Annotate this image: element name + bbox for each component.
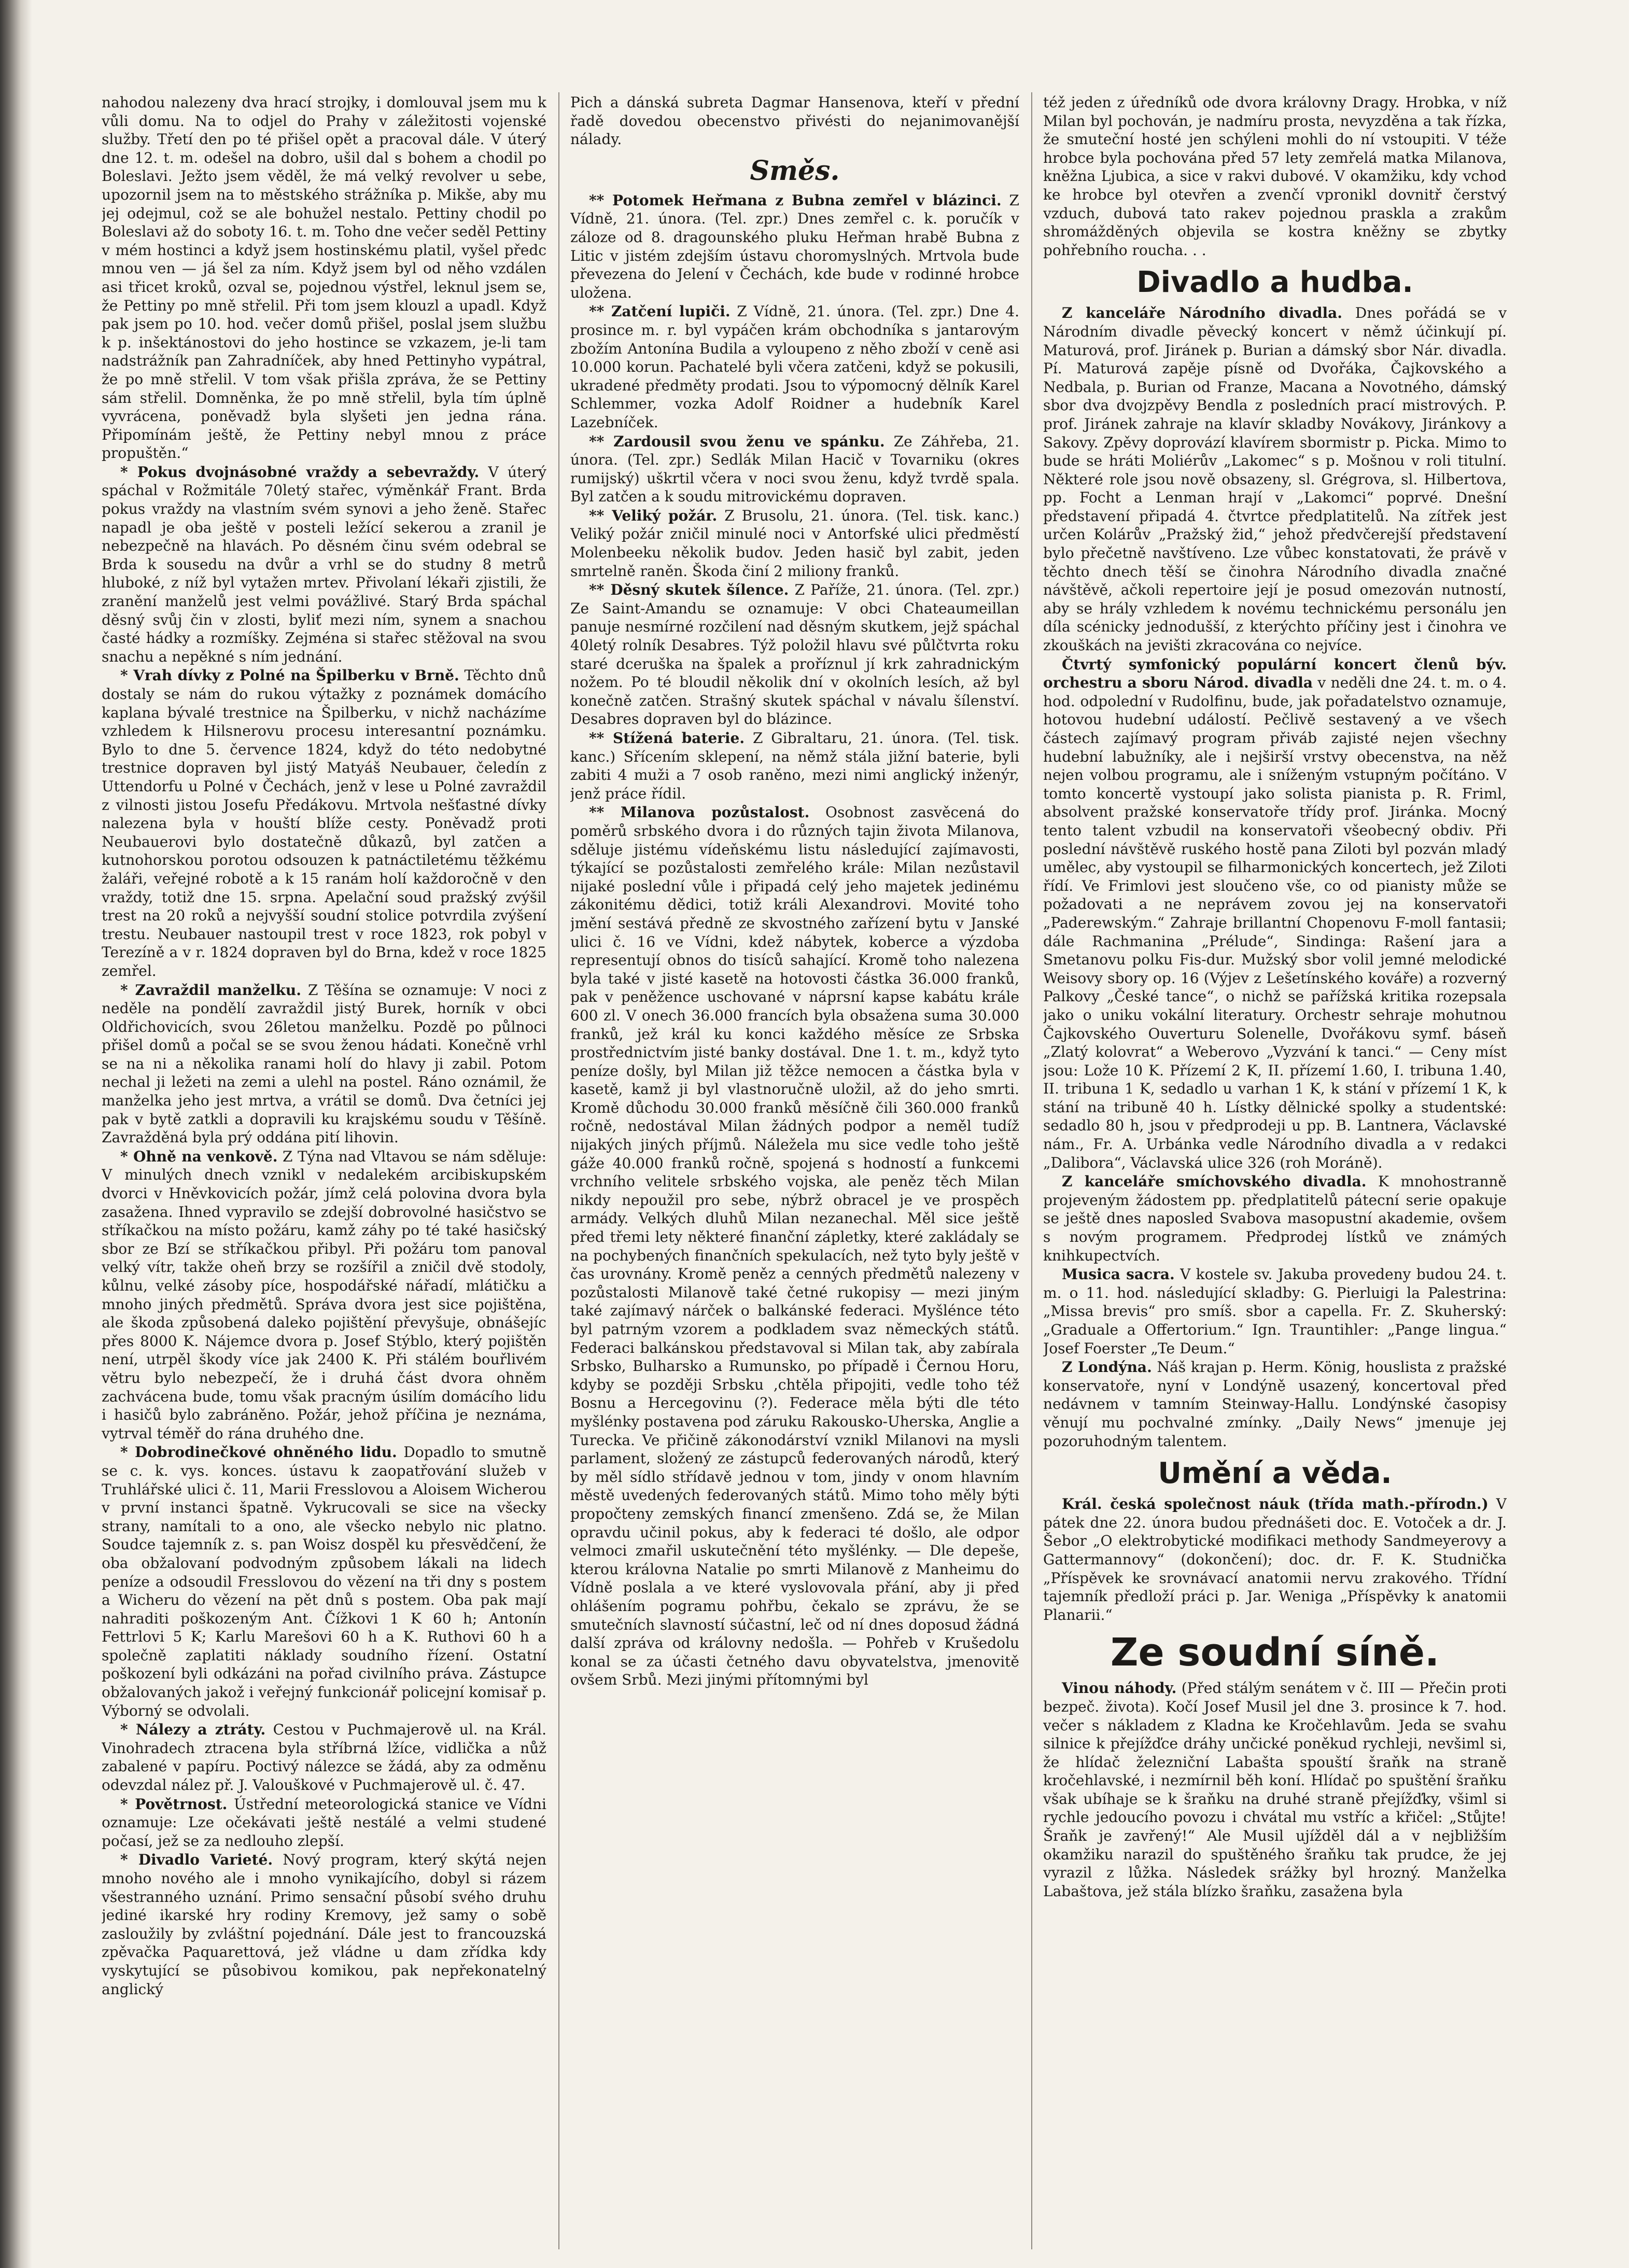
article-headline: Z kanceláře Národního divadla. bbox=[1062, 304, 1343, 322]
article-paragraph bbox=[570, 432, 1019, 506]
article-headline: * Nálezy a ztráty. bbox=[120, 1721, 266, 1739]
article-headline: * Divadlo Varieté. bbox=[120, 1851, 273, 1869]
article-paragraph bbox=[1043, 1172, 1507, 1265]
article-text: V úterý spáchal v Rožmitále 70letý stařec, výměnkář Frant. Brda pokus vraždy na vlastním svém synovi a jeho ženě. Stařec napadl je oba ještě v posteli ležící sekerou a zranil je nebezpečně na hlavách. Po děsném činu svém odebral se Brda k sousedu na dvůr a vrhl se do studny 8 metrů hluboké, z níž byl vytažen mrtev. Přivolaní lékaři zjistili, že zranění manželů jest velmi povážlivé. Starý Brda spáchal děsný svůj čin v zlosti, byliť mezi ním, synem a snachou časté hádky a rozmíšky. Zejména si stařec stěžoval na svou snachu a nepěkné s ním jednání. bbox=[102, 463, 546, 665]
article-headline: Čtvrtý symfonický populární koncert členů býv. orchestru a sboru Národ. divadla bbox=[1043, 655, 1507, 692]
article-text: Z Vídně, 21. února. (Tel. zpr.) Dnes zemřel c. k. poručík v záloze od 8. dragounského pluku Heřman hrabě Bubna z Litic v jistém zdejším ústavu choromyslných. Mrtvola bude převezena do Jelení v Čechách, kde bude v rodinné hrobce uložena. bbox=[570, 191, 1019, 301]
article-continuation bbox=[1043, 93, 1507, 259]
article-text: Z Vídně, 21. února. (Tel. zpr.) Dne 4. prosince m. r. byl vypáčen krám obchodníka s jantarovým zbožím Antonína Budila a vyloupeno z něho zboží v ceně asi 10.000 korun. Pachatelé byli včera zatčeni, když se pokusili, ukradené předměty prodati. Jsou to výpomocný dělník Karel Schlemmer, vozka Adolf Roidner a hudebník Karel Lazebníček. bbox=[570, 303, 1019, 431]
article-text: Z Paříže, 21. února. (Tel. zpr.) Ze Saint-Amandu se oznamuje: V obci Chateaumeillan panuje nesmírné rozčilení nad děsným skutkem, jejž spáchal 40letý rolník Desabres. Týž položil hlavu své půlčtvrta roku staré dceruška na špalek a proříznul jí krk zahradnickým nožem. Po té bloudil několik dní v okolních lesích, až byl konečně zatčen. Strašný skutek spáchal v návalu šílenství. Desabres dopraven byl do blázince. bbox=[570, 581, 1019, 728]
article-paragraph bbox=[1043, 1358, 1507, 1450]
article-headline: * Zavraždil manželku. bbox=[120, 981, 301, 999]
binding-edge bbox=[0, 0, 32, 2268]
article-text: Z Gibraltaru, 21. února. (Tel. tisk. kanc.) Sřícením sklepení, na němž stála jižní baterie, byli zabiti 4 muži a 7 osob raněno, mezi nimi anglický inženýr, jenž práce řídil. bbox=[570, 730, 1019, 802]
article-text: Osobnost zasvěcená do poměrů srbského dvora i do různých tajin života Milanova, sděluje jistému vídeňskému listu následující zajímavosti, týkající se pozůstalosti zemřelého krále: Milan nezůstavil nijaké poslední vůle i připadá celý jeho majetek jedinému zákonitému dědici, totiž králi Alexandrovi. Movité toho jmění sestává předně ze skvostného zařízení bytu v Janské ulici č. 16 ve Vídni, kdež nábytek, koberce a výzdoba representují obnos do tisíců sahající. Kromě toho nalezena byla také v jisté kasetě na hotovosti částka 36.000 franků, pak v peněžence uschované v náprsní kapse kabátu krále 600 zl. V onech 36.000 francích byla obsažena suma 30.000 franků, jež král ku konci každého měsíce ze Srbska prostřednictvím jisté banky dostával. Dne 1. t. m., když tyto peníze došly, byl Milan již těžce nemocen a částka byla v kasetě, kamž ji byl vlastnoručně uložil, až do jeho smrti. Kromě důchodu 30.000 franků měsíčně čili 360.000 franků ročně, nedostával Milan žádných podpor a neměl tudíž nijakých jiných příjmů. Náležela mu sice vedle toho ještě gáže 40.000 franků ročně, spojená s hodností a funkcemi vrchního velitele srbského vojska, ale peněz těch Milan nikdy nepoužil pro sebe, nýbrž obracel je ve prospěch armády. Velkých dluhů Milan nezanechal. Měl sice ještě před třemi lety některé finanční zápletky, které zakládaly se na pochybených finančních spekulacích, než tyto byly ještě v čas urovnány. Kromě peněz a cenných předmětů nalezeny v pozůstalosti Milanově také četné rukopisy — mezi jiným také zajímavý nárček o balkánské federaci. Myšlénce této byl patrným vzorem a podkladem svaz německých států. Federaci balkánskou představoval si Milan tak, aby zabírala Srbsko, Bulharsko a Rumunsko, po případě i Černou Horu, kdyby se později Srbsku ,chtěla připojiti, vedle toho též Bosnu a Hercegovinu (?). Federace měla býti dle této myšlénky postavena pod záruku Rakousko-Uherska, Anglie a Turecka. Ve přičině zákonodárství vznikl Milanovi na mysli parlament, složený ze zástupců federovaných národů, který by měl sídlo střídavě jednou v tom, jindy v onom hlavním městě uvedených federovaných států. Mimo toho měly býti propočteny zemských financí zmenšeno. Zdá se, že Milan opravdu učinil pokus, aby k federaci té došlo, ale odpor velmoci zmařil uskutečnění této myšlénky. — Dle depeše, kterou královna Natalie po smrti Milanově z Manheimu do Vídně poslala a ve které vyslovovala přání, aby ji před ohlášením pogramu pohřbu, čekalo se zprávu, že se smutečních slavností súčastní, leč od ní dnes doposud žádná další zpráva od královny nedošla. — Pohřeb v Krušedolu konal se za účasti četného davu obyvatelstva, jmenovitě ovšem Srbů. Mezi jinými přítomnými byl bbox=[570, 804, 1019, 1689]
article-text: Ze Záhřeba, 21. února. (Tel. zpr.) Sedlák Milan Hacič v Tovarniku (okres rumijský) uškrtil včera v noci svou ženu, když tvrdě spala. Byl zatčen a k soudu mitrovickému dopraven. bbox=[570, 432, 1019, 506]
article-text: K mnohostranně projeveným žádostem pp. předplatitelů pátecní serie opakuje se ještě dnes naposled Svabova masopustní akademie, ovšem s novým programem. Předprodej lístků ve známých knihkupectvích. bbox=[1043, 1173, 1507, 1264]
article-text: Pich a dánská subreta Dagmar Hansenova, kteří v přední řadě dovedou obecenstvo přivésti do nejanimovanější nálady. bbox=[570, 94, 1019, 148]
article-paragraph bbox=[570, 302, 1019, 431]
article-paragraph bbox=[1043, 1495, 1507, 1624]
article-paragraph bbox=[1043, 1265, 1507, 1357]
article-text: Dopadlo to smutně se c. k. vys. konces. ústavu k zaopatřování služeb v Truhlářské ulici č. 11, Marii Fresslovou a Aloisem Wicherou v první instanci špatně. Vykrucovali se sice na všecky strany, namítali to a ono, ale všecko nebylo nic platno. Soudce tajemník z. s. pan Woisz dospěl ku přesvědčení, že oba obžalovaní podvodným způsobem lákali na lidech peníze a odsoudil Fresslovou do vězení na tři dny s postem a Wicheru do vězení na pět dnů s postem. Oba pak mají nahraditi poškozeným Ant. Čížkovi 1 K 60 h; Antonín Fettrlovi 5 K; Karlu Marešovi 60 h a K. Ruthovi 60 h a společně zaplatiti náklady soudního řízení. Ostatní poškození byli odkázáni na pořad civilního práva. Zástupce obžalovaných jakož i veřejný funkcionář policejní komisař p. Výborný se odvolali. bbox=[102, 1444, 546, 1719]
article-paragraph bbox=[102, 1443, 546, 1720]
column-rule bbox=[1031, 92, 1032, 2249]
article-headline: * Ohně na venkově. bbox=[120, 1147, 278, 1165]
column-middle bbox=[570, 93, 1019, 2245]
article-headline: Vinou náhody. bbox=[1062, 1679, 1177, 1697]
article-continuation bbox=[570, 93, 1019, 149]
column-rule bbox=[558, 92, 559, 2249]
article-paragraph bbox=[1043, 655, 1507, 1172]
article-paragraph bbox=[102, 1720, 546, 1794]
article-headline: * Vrah dívky z Polné na Špilberku v Brně. bbox=[120, 667, 459, 684]
article-text: Nový program, který skýtá nejen mnoho nového ale i mnoho vynikajícího, dobyl si rázem všestranného uznání. Primo sensační působí svého druhu jediné ikarské hry rodiny Kremovy, jež samy o sobě zasloužily by zvláštní pojednání. Dále jest to francouzská zpěvačka Paquarettová, jež vládne u dam zřídka kdy vyskytující se působivou komikou, pak nepřekonatelný anglický bbox=[102, 1851, 546, 1998]
article-headline: ** Stížená baterie. bbox=[589, 730, 745, 747]
column-left bbox=[102, 93, 546, 2245]
article-paragraph bbox=[570, 191, 1019, 302]
article-paragraph bbox=[102, 1851, 546, 1998]
article-paragraph bbox=[102, 463, 546, 666]
article-text: Z Brusolu, 21. února. (Tel. tisk. kanc.) Veliký požár zničil minulé noci v Antorfské ulici předměstí Molenbeeku několik budov. Jeden hasič byl zabit, jeden smrtelně raněn. Škoda činí 2 miliony franků. bbox=[570, 507, 1019, 580]
article-headline: Král. česká společnost náuk (třída math.-přírodn.) bbox=[1062, 1495, 1488, 1513]
article-text: Náš krajan p. Herm. König, houslista z pražské konservatoře, nyní v Londýně usazený, koncertoval před nedávnem v tamním Steinway-Hallu. Londýnské časopisy věnují mu pochvalné zmínky. „Daily News“ jmenuje jej pozoruhodným talentem. bbox=[1043, 1359, 1507, 1450]
section-heading: Směs. bbox=[750, 155, 840, 187]
section-heading: Divadlo a hudba. bbox=[1136, 265, 1413, 300]
article-headline: ** Děsný skutek šílence. bbox=[589, 581, 789, 599]
article-continuation bbox=[102, 93, 546, 463]
article-headline: Musica sacra. bbox=[1062, 1266, 1175, 1283]
article-headline: * Pokus dvojnásobné vraždy a sebevraždy. bbox=[120, 463, 480, 481]
article-text: Z Týna nad Vltavou se nám sděluje: V minulých dnech vznikl v nedalekém arcibiskupském dvorci v Hněvkovicích požár, jímž celá polovina dvora byla zasažena. Ihned vypravilo se zdejší dobrovolné hasičstvo se stříkačkou na místo požáru, kamž záhy po té také hasičský sbor ze Bzí se stříkačkou přibyl. Při požáru tom panoval velký vítr, takže oheň brzy se rozšířil a zničil dvě stodoly, kůlnu, velké zásoby píce, hospodářské nářadí, mlátičku a mnoho jiných předmětů. Správa dvora jest sice pojištěna, ale škoda způsobená daleko pojištění převyšuje, obnášejíc přes 8000 K. Nájemce dvora p. Josef Stýblo, který pojištěn není, utrpěl škody více jak 2400 K. Při stálém bouřlivém větru bylo nebezpečí, že i druhá část dvora ohněm zachvácena bude, tomu však pracným úsilím domácího lidu i hasičů bylo zabráněno. Požár, jehož příčina je neznáma, vytrval téměř do rána druhého dne. bbox=[102, 1147, 546, 1442]
article-paragraph bbox=[102, 1147, 546, 1443]
article-headline: ** Milanova pozůstalost. bbox=[589, 804, 810, 821]
article-headline: ** Zatčení lupiči. bbox=[589, 303, 731, 320]
article-paragraph bbox=[1043, 304, 1507, 654]
article-headline: Z kanceláře smíchovského divadla. bbox=[1062, 1173, 1367, 1191]
article-text: nahodou nalezeny dva hrací strojky, i domlouval jsem mu k vůli domu. Na to odjel do Prahy v záležitosti vojenské služby. Třetí den po té přišel opět a pracoval dále. V úterý dne 12. t. m. odešel na dobro, ušil dal s bohem a chodil po Boleslavi. Ježto jsem věděl, že má velký revolver u sebe, upozornil jsem na to městského strážníka p. Mikše, aby mu jej odejmul, což se ale bohužel nestalo. Pettiny chodil po Boleslavi až do soboty 16. t. m. Toho dne večer seděl Pettiny v mém hostinci a když jsem hostinskému platil, vyšel předc mnou ven — já šel za ním. Když jsem byl od něho vzdálen asi třicet kroků, ozval se, pojednou výstřel, leknul jsem se, že Pettiny po mně střelil. Při tom jsem klouzl a upadl. Když pak jsem po 10. hod. večer domů přišel, poslal jsem službu k p. inšektánostovi do jeho hostince se vzkazem, je-li tam nadstrážník pan Zahradníček, aby hned Pettinyho vypátral, že po mně střelil. V tom však přišla zpráva, že se Pettiny sám střelil. Domněnka, že po mně střelil, byla tím úplně vyvrácena, poněvadž byla slyšeti jen jedna rána. Připomínám ještě, že Pettiny nebyl mnou z práce propuštěn.“ bbox=[102, 94, 546, 462]
article-paragraph bbox=[570, 581, 1019, 729]
article-text: též jeden z úředníků ode dvora královny Dragy. Hrobka, v níž Milan byl pochován, je nadmíru prosta, nevyzděna a tak řízka, že smuteční hosté jen schýleni mohli do ní vstoupiti. V téže hrobce byla pochována před 57 lety zemřelá matka Milanova, kněžna Ljubica, a sice v rakvi dubové. V okamžiku, kdy vchod ke hrobce byl otevřen a zvenčí vpronikl dovnitř čerstvý vzduch, dubová tato rakev pojednou praskla a zrakům shromážděných objevila se kostra kněžny se zbytky pohřebního roucha. . . bbox=[1043, 94, 1507, 259]
article-paragraph bbox=[102, 1795, 546, 1851]
article-headline: * Dobrodinečkové ohněného lidu. bbox=[120, 1444, 397, 1461]
article-text: V pátek dne 22. února budou přednášeti doc. E. Votoček a dr. J. Šebor „O elektrobytické modifikaci methody Sandmeyerovy a Gattermannovy“ (dokončení); doc. dr. F. K. Studnička „Příspěvek ke srovnávací anatomii nervu zrakového. Třídní tajemník předloží práci p. Jar. Weniga „Příspěvky k anatomii Planarii.“ bbox=[1043, 1495, 1507, 1623]
article-text: V kostele sv. Jakuba provedeny budou 24. t. m. o 11. hod. následující skladby: G. Pierluigi la Palestrina: „Missa brevis“ pro smíš. sbor a capella. Fr. Z. Skuherský: „Graduale a Offertorium.“ Ign. Trauntihler: „Pange lingua.“ Josef Foerster „Te Deum.“ bbox=[1043, 1266, 1507, 1357]
section-heading: Ze soudní síně. bbox=[1110, 1630, 1440, 1675]
article-text: Dnes pořádá se v Národním divadle pěvecký koncert v němž účinkují pí. Maturová, prof. Jiránek p. Burian a dámský sbor Nár. divadla. Pí. Maturová zapěje písně od Dvořáka, Čajkovského a Nedbala, p. Burian od Franze, Macana a Novotného, dámský sbor dva dvojzpěvy Bendla z posledních prací mistrových. P. prof. Jiránek zahraje na klavír skladby Novákovy, Jiránkovy a Sakovy. Zpěvy doprovází klavírem sbormistr p. Picka. Mimo to bude se hráti Moliérův „Lakomec“ s p. Mošnou v roli titulní. Některé role jsou nově obsazeny, sl. Grégrova, sl. Hilbertova, pp. Focht a Lenman hrají v „Lakomci“ poprvé. Dnešní představení připadá 4. čtvrtce předplatitelů. Na zítřek jest určen Kolárův „Pražský žid,“ jehož předvčerejší představení bylo přečetně navštíveno. Lze vůbec konstatovati, že právě v těchto dnech těší se činohra Národního divadla značné návštěvě, ačkoli repertoire její je posud omezován nutností, aby se hrály vzhledem k novému technickému personálu jen díla scénicky jednodušší, z kterýchto příčiny jest i činohra ve zkouškách na jevišti zkracována co nejvíce. bbox=[1043, 304, 1507, 654]
article-headline: * Povětrnost. bbox=[120, 1795, 228, 1813]
article-text: Z Těšína se oznamuje: V noci z neděle na pondělí zavraždil jistý Burek, horník v obci Oldřichovicích, svou 26letou manželku. Pozdě po půlnoci přišel domů a počal se se svou ženou hádati. Konečně vrhl se na ni a několika ranami holí do hlavy ji zabil. Potom nechal ji ležeti na zemi a ulehl na postel. Ráno oznámil, že manželka jeho jest mrtva, a vrátil se domů. Dva četníci jej pak v bytě zatkli a dopravili ku krajskému soudu v Těšíně. Zavražděná byla prý oddána pití lihovin. bbox=[102, 981, 546, 1146]
article-paragraph bbox=[102, 666, 546, 980]
article-headline: Z Londýna. bbox=[1062, 1359, 1152, 1376]
article-headline: ** Veliký požár. bbox=[589, 507, 718, 524]
article-text: (Před stálým senátem v č. III — Přečin proti bezpeč. života). Kočí Josef Musil jel dne 3. prosince k 7. hod. večer s nákladem z Kladna ke Kročehlavům. Jeda se svahu silnice k přejížďce dráhy unčické poněkud rychleji, nevšiml si, že hlídač železniční Labašta spouští šraňk na straně kročehlavské, i nezmírnil běh koní. Hlídač po spuštění šraňku však ubíhaje se k šraňku na druhé straně přejížďky, všiml si rychle jedoucího povozu i chvátal mu vstříc a křičel: „Stůjte! Šraňk je zavřený!“ Ale Musil ujížděl dál a v nejbližším okamžiku narazil do spuštěného šraňku tak prudce, že jej vyrazil z lůžka. Následek srážky byl hrozný. Manželka Labaštova, jež stála blízko šraňku, zasažena byla bbox=[1043, 1679, 1507, 1900]
article-text: v neděli dne 24. t. m. o 4. hod. odpolední v Rudolfinu, bude, jak pořadatelstvo oznamuje, hotovou hudební událostí. Pečlivě sestavený a ve všech částech zajímavý program přiváb zajisté nejen všechny hudební labužníky, ale i nejširší vrstvy obecenstva, na něž nejen volbou programu, ale i sníženým vstupným počítáno. V tomto koncertě vystoupí jako solista pianista p. R. Friml, absolvent pražské konservatoře třídy prof. Jiránka. Mocný tento talent vzbudil na konservatoři všeobecný obdiv. Při poslední návštěvě ruského hostě pana Ziloti byl pozván mladý umělec, aby vystoupil se filharmonických koncertech, jež Ziloti řídí. Ve Frimlovi jest sloučeno vše, co od pianisty může se požadovati a ne neprávem zovou jej na konservatoři „Paderewským.“ Zahraje brillantní Chopenovu F-moll fantasii; dále Rachmanina „Prélude“, Sindinga: Rašení jara a Smetanovu polku Fis-dur. Mužský sbor volil jemné melodické Weisovy sbory op. 16 (Výjev z Lešetínského kováře) a rozverný Palkovy „České tance“, o nichž se pařížská kritika rozepsala jako o uniku vokální literatury. Orchestr sehraje mohutnou Čajkovského Ouverturu Solenelle, Dvořákovu symf. báseň „Zlatý kolovrat“ a Weberovo „Vyzvání k tanci.“ — Ceny míst jsou: Lože 10 K. Přízemí 2 K, II. přízemí 1.60, I. tribuna 1.40, II. tribuna 1 K, sedadlo u varhan 1 K, k stání v přízemí 1 K, k stání na tribuně 40 h. Lístky dělnické spolky a studentské: sedadlo 80 h, jsou v předprodeji u pp. B. Lantnera, Václavské nám., Fr. A. Urbánka vedle Národního divadla a v redakci „Dalibora“, Václavská ulice 326 (roh Moráně). bbox=[1043, 674, 1507, 1171]
article-headline: ** Zardousil svou ženu ve spánku. bbox=[589, 432, 885, 450]
article-text: Těchto dnů dostaly se nám do rukou výtažky z poznámek domácího kaplana bývalé trestnice na Špilberku, v nichž nacházíme vzhledem k Hilsnerovu procesu interesantní poznámku. Bylo to dne 5. července 1824, když do této nedobytné trestnice dopraven byl jistý Matyáš Neubauer, čeledín z Uttendorfu u Polné v Čechách, jenž v lese u Polné zavraždil z vilnosti jistou Josefu Předákovu. Mrtvola nešťastné dívky nalezena byla v houští blíže cesty. Poněvadž proti Neubauerovi bylo dostatečně důkazů, byl zatčen a kutnohorskou porotou odsouzen k patnáctiletému těžkému žaláři, veřejné robotě a k 15 ranám holí každoročně v den vraždy, totiž dne 15. srpna. Apelační soud pražský zvýšil trest na 20 roků a nejvyšší soudní stolice potvrdila zvýšení trestu. Neubauer nastoupil trest v roce 1823, rok pobyl v Terezíně a v r. 1824 dopraven byl do Brna, kdež v roce 1825 zemřel. bbox=[102, 667, 546, 979]
section-heading: Umění a věda. bbox=[1158, 1457, 1392, 1491]
article-headline: ** Potomek Heřmana z Bubna zemřel v blázinci. bbox=[589, 191, 1002, 209]
article-paragraph bbox=[570, 803, 1019, 1689]
article-text: Ústřední meteorologická stanice ve Vídni oznamuje: Lze očekávati ještě nestálé a velmi studené počasí, jež se za nedlouho zlepší. bbox=[102, 1795, 546, 1850]
article-paragraph bbox=[102, 981, 546, 1147]
article-paragraph bbox=[570, 729, 1019, 803]
article-paragraph bbox=[570, 507, 1019, 580]
article-text: Cestou v Puchmajerově ul. na Král. Vinohradech ztracena byla stříbrná lžíce, vidlička a nůž zabalené v papíru. Poctivý nálezce se žádá, aby za odměnu odevzdal nález př. J. Valouškové v Puchmajerově ul. č. 47. bbox=[102, 1721, 546, 1794]
column-right bbox=[1043, 93, 1507, 2245]
article-paragraph bbox=[1043, 1679, 1507, 1900]
